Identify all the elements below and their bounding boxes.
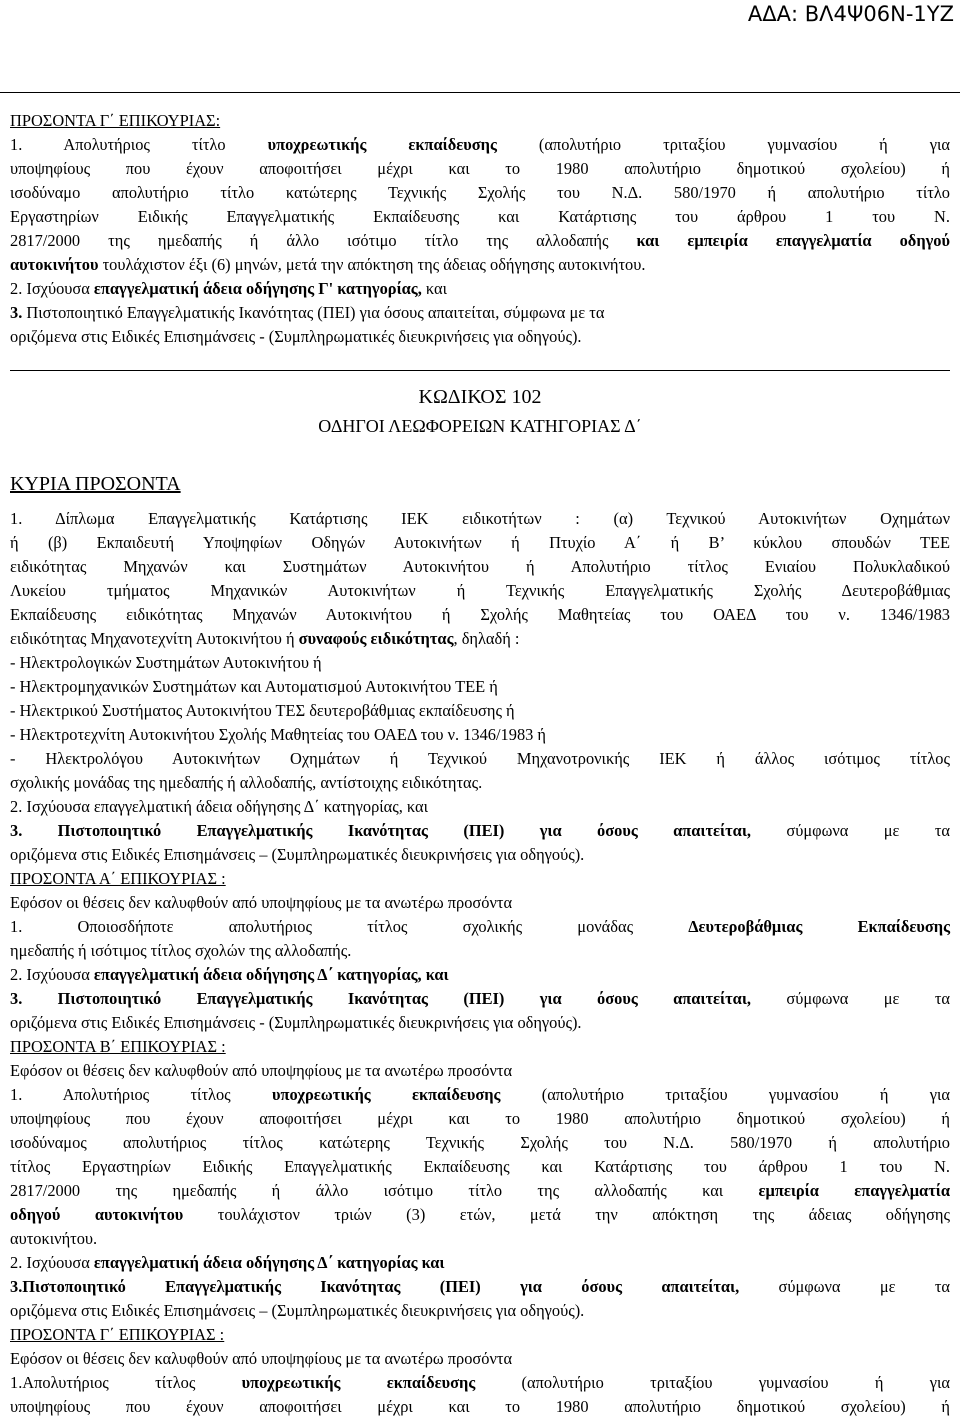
paragraph-line: Εφόσον οι θέσεις δεν καλυφθούν από υποψηφίους με τα ανωτέρω προσόντα xyxy=(10,1061,513,1080)
list-item: 2. Ισχύουσα επαγγελματική άδεια οδήγησης Γ' κατηγορίας, και xyxy=(10,279,448,298)
paragraph-line: οριζόμενα στις Ειδικές Επισημάνσεις - (Συμπληρωματικές διευκρινήσεις για οδηγούς). xyxy=(10,1013,582,1032)
section-heading: ΠΡΟΣΟΝΤΑ Γ΄ ΕΠΙΚΟΥΡΙΑΣ : xyxy=(10,1325,225,1344)
section-heading: ΠΡΟΣΟΝΤΑ Β΄ ΕΠΙΚΟΥΡΙΑΣ : xyxy=(10,1037,226,1056)
section-heading: ΠΡΟΣΟΝΤΑ Α΄ ΕΠΙΚΟΥΡΙΑΣ : xyxy=(10,869,226,888)
list-item: 3. Πιστοποιητικό Επαγγελματικής Ικανότητας (ΠΕΙ) για όσους απαιτείται, σύμφωνα με τα xyxy=(10,821,951,840)
paragraph-line: Λυκείου τμήματος Μηχανικών Αυτοκινήτων ή Τεχνικής Επαγγελματικής Σχολής Δευτεροβάθμιας xyxy=(10,581,950,600)
section-heading: ΠΡΟΣΟΝΤΑ Γ΄ ΕΠΙΚΟΥΡΙΑΣ: xyxy=(10,111,221,130)
top-rule xyxy=(0,92,960,93)
list-item: 3. Πιστοποιητικό Επαγγελματικής Ικανότητας (ΠΕΙ) για όσους απαιτείται, σύμφωνα με τα xyxy=(10,303,605,322)
paragraph-line: τίτλος Εργαστηρίων Ειδικής Επαγγελματικής Εκπαίδευσης και Κατάρτισης του άρθρου 1 του Ν. xyxy=(10,1157,950,1176)
list-item: 3. Πιστοποιητικό Επαγγελματικής Ικανότητας (ΠΕΙ) για όσους απαιτείται, σύμφωνα με τα xyxy=(10,989,951,1008)
paragraph-line: οριζόμενα στις Ειδικές Επισημάνσεις – (Συμπληρωματικές διευκρινήσεις για οδηγούς). xyxy=(10,1301,585,1320)
code-title: ΚΩΔΙΚΟΣ 102 xyxy=(418,386,542,408)
paragraph-line: 2817/2000 της ημεδαπής ή άλλο ισότιμο τίτλο της αλλοδαπής και εμπειρία επαγγελματία οδηγού xyxy=(10,231,950,250)
list-item: - Ηλεκτρολόγου Αυτοκινήτων Οχημάτων ή Τεχνικού Μηχανοτρονικής ΙΕΚ ή άλλος ισότιμος τίτλος xyxy=(10,749,950,768)
paragraph-line: υποψηφίους που έχουν αποφοιτήσει μέχρι και το 1980 απολυτήριο δημοτικού σχολείου) ή xyxy=(10,159,950,178)
paragraph-line: ισοδύναμο απολυτήριο τίτλο κατώτερης Τεχνικής Σχολής του Ν.Δ. 580/1970 ή απολυτήριο τίτλο xyxy=(10,183,950,202)
list-item: 2. Ισχύουσα επαγγελματική άδεια οδήγησης Δ΄ κατηγορίας και xyxy=(10,1253,445,1272)
list-item: 1. Οποιοσδήποτε απολυτήριος τίτλος σχολικής μονάδας Δευτεροβάθμιας Εκπαίδευσης xyxy=(10,917,950,936)
list-item: 2. Ισχύουσα επαγγελματική άδεια οδήγησης Δ΄ κατηγορίας, και xyxy=(10,797,429,816)
paragraph-line: ισοδύναμος απολυτήριος τίτλος κατώτερης Τεχνικής Σχολής του Ν.Δ. 580/1970 ή απολυτήριο xyxy=(10,1133,950,1152)
paragraph-line: υποψηφίους που έχουν αποφοιτήσει μέχρι και το 1980 απολυτήριο δημοτικού σχολείου) ή xyxy=(10,1109,950,1128)
paragraph-line: Εργαστηρίων Ειδικής Επαγγελματικής Εκπαίδευσης και Κατάρτισης του άρθρου 1 του Ν. xyxy=(10,207,950,226)
ada-code: ΑΔΑ: ΒΛ4Ψ06Ν-1ΥΖ xyxy=(747,2,954,26)
list-item: 1.Απολυτήριος τίτλος υποχρεωτικής εκπαίδευσης (απολυτήριο τριταξίου γυμνασίου ή για xyxy=(10,1373,950,1392)
paragraph-line: ημεδαπής ή ισότιμος τίτλος σχολών της αλλοδαπής. xyxy=(10,941,352,960)
paragraph-line: οδηγού αυτοκινήτου τουλάχιστον τριών (3) ετών, μετά την απόκτηση της άδειας οδήγησης xyxy=(10,1205,950,1224)
paragraph-line: Εφόσον οι θέσεις δεν καλυφθούν από υποψηφίους με τα ανωτέρω προσόντα xyxy=(10,893,513,912)
main-body xyxy=(10,507,950,1418)
paragraph-line: 2817/2000 της ημεδαπής ή άλλο ισότιμο τίτλο της αλλοδαπής και εμπειρία επαγγελματία xyxy=(10,1181,950,1200)
code-subtitle: ΟΔΗΓΟΙ ΛΕΩΦΟΡΕΙΩΝ ΚΑΤΗΓΟΡΙΑΣ Δ΄ xyxy=(318,416,642,436)
list-item: - Ηλεκτρολογικών Συστημάτων Αυτοκινήτου ή xyxy=(10,653,322,672)
list-item: 3.Πιστοποιητικό Επαγγελματικής Ικανότητας (ΠΕΙ) για όσους απαιτείται, σύμφωνα με τα xyxy=(10,1277,951,1296)
paragraph-line: Εκπαίδευσης ειδικότητας Μηχανών Αυτοκινήτου ή Σχολής Μαθητείας του ΟΑΕΔ του ν. 1346/1983 xyxy=(10,605,950,624)
list-item: - Ηλεκτροτεχνίτη Αυτοκινήτου Σχολής Μαθητείας του ΟΑΕΔ του ν. 1346/1983 ή xyxy=(10,725,547,744)
paragraph-line: ή (β) Εκπαιδευτή Υποψηφίων Οδηγών Αυτοκινήτων ή Πτυχίο Α΄ ή Β’ κύκλου σπουδών ΤΕΕ xyxy=(10,533,950,552)
paragraph-line: οριζόμενα στις Ειδικές Επισημάνσεις - (Συμπληρωματικές διευκρινήσεις για οδηγούς). xyxy=(10,327,582,346)
paragraph-line: ειδικότητας Μηχανών και Συστημάτων Αυτοκινήτου ή Απολυτήριο τίτλος Ενιαίου Πολυκλαδικού xyxy=(10,557,950,576)
main-qualifications-heading: ΚΥΡΙΑ ΠΡΟΣΟΝΤΑ xyxy=(10,473,181,495)
paragraph-line: ειδικότητας Μηχανοτεχνίτη Αυτοκινήτου ή συναφούς ειδικότητας, δηλαδή : xyxy=(10,629,520,648)
list-item: 1. Απολυτήριος τίτλος υποχρεωτικής εκπαίδευσης (απολυτήριο τριταξίου γυμνασίου ή για xyxy=(10,1085,950,1104)
paragraph-line: αυτοκινήτου. xyxy=(10,1229,98,1248)
paragraph-line: 1. Δίπλωμα Επαγγελματικής Κατάρτισης ΙΕΚ ειδικοτήτων : (α) Τεχνικού Αυτοκινήτων Οχημάτων xyxy=(10,509,950,528)
paragraph-line: οριζόμενα στις Ειδικές Επισημάνσεις – (Συμπληρωματικές διευκρινήσεις για οδηγούς). xyxy=(10,845,585,864)
paragraph-line: Εφόσον οι θέσεις δεν καλυφθούν από υποψηφίους με τα ανωτέρω προσόντα xyxy=(10,1349,513,1368)
list-item: 2. Ισχύουσα επαγγελματική άδεια οδήγησης Δ΄ κατηγορίας, και xyxy=(10,965,449,984)
paragraph-line: υποψηφίους που έχουν αποφοιτήσει μέχρι και το 1980 απολυτήριο δημοτικού σχολείου) ή xyxy=(10,1397,950,1416)
paragraph-line: 1. Απολυτήριος τίτλο υποχρεωτικής εκπαίδευσης (απολυτήριο τριταξίου γυμνασίου ή για xyxy=(10,135,950,154)
list-item: - Ηλεκτρομηχανικών Συστημάτων και Αυτοματισμού Αυτοκινήτου ΤΕΕ ή xyxy=(10,677,498,696)
paragraph-line: σχολικής μονάδας της ημεδαπής ή αλλοδαπής, αντίστοιχης ειδικότητας. xyxy=(10,773,483,792)
section-c-auxiliary-1 xyxy=(10,109,950,349)
section-divider xyxy=(10,370,950,371)
list-item: - Ηλεκτρικού Συστήματος Αυτοκινήτου ΤΕΣ δευτεροβάθμιας εκπαίδευσης ή xyxy=(10,701,515,720)
paragraph-line: αυτοκινήτου τουλάχιστον έξι (6) μηνών, μετά την απόκτηση της άδειας οδήγησης αυτοκινήτου. xyxy=(10,255,646,274)
